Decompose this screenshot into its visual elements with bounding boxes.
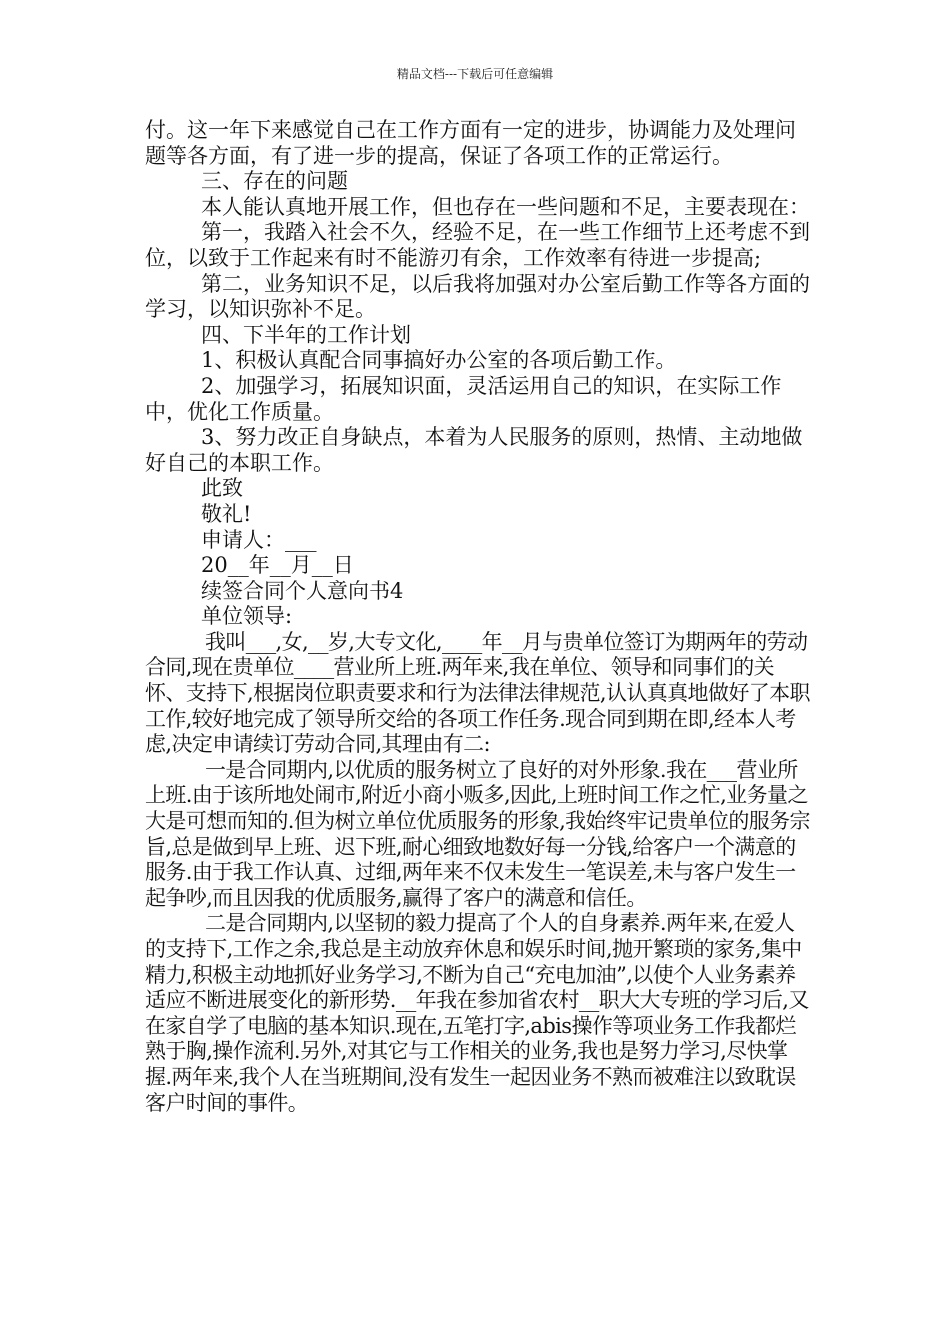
paragraph: 我叫___,女,__岁,大专文化,____年__月与贵单位签订为期两年的劳动合同,现在贵单位____营业所上班.两年来,我在单位、领导和同事们的关怀、支持下,根据岗位职责要求和行为法律法律规范,认认真真地做好了本职工作,较好地完成了领导所交给的各项工作任务.现合同到期在即,经本人考虑,决定申请续订劳动合同,其理由有二:: [145, 629, 810, 757]
applicant-line: 申请人：___: [201, 527, 317, 552]
paragraph: 二是合同期内,以坚韧的毅力提高了个人的自身素养.两年来,在爱人的支持下,工作之余,我总是主动放弃休息和娱乐时间,抛开繁琐的家务,集中精力,积极主动地抓好业务学习,不断为自己“充电加油”,以使个人业务素养适应不断进展变化的新形势.__年我在参加省农村__职大大专班的学习后,又在家自学了电脑的基本知识.现在,五笔打字,abis操作等项业务工作我都烂熟于胸,操作流利.另外,对其它与工作相关的业务,我也是努力学习,尽快掌握.两年来,我个人在当班期间,没有发生一起因业务不熟而被难注以致耽误客户时间的事件。: [145, 911, 809, 1115]
paragraph: 第二，业务知识不足，以后我将加强对办公室后勤工作等各方面的学习，以知识弥补不足。: [145, 271, 810, 322]
list-item: 2、加强学习，拓展知识面，灵活运用自己的知识，在实际工作中，优化工作质量。: [145, 373, 782, 424]
list-item: 3、努力改正自身缺点，本着为人民服务的原则，热情、主动地做好自己的本职工作。: [145, 425, 803, 475]
section-heading: 四、下半年的工作计划: [201, 322, 411, 347]
document-title: 续签合同个人意向书4: [201, 578, 404, 603]
salutation: 敬礼!: [201, 501, 252, 526]
paragraph: 一是合同期内,以优质的服务树立了良好的对外形象.我在___营业所上班.由于该所地处闹市,附近小商小贩多,因此,上班时间工作之忙,业务量之大是可想而知的.但为树立单位优质服务的形象,我始终牢记贵单位的服务宗旨,总是做到早上班、迟下班,耐心细致地数好每一分钱,给客户一个满意的服务.由于我工作认真、过细,两年来不仅未发生一笔误差,未与客户发生一起争吵,而且因我的优质服务,赢得了客户的满意和信任。: [145, 757, 810, 910]
date-line: 20__年__月__日: [201, 553, 354, 578]
addressee: 单位领导:: [201, 604, 293, 629]
list-item: 1、积极认真配合同事搞好办公室的各项后勤工作。: [201, 348, 677, 373]
paragraph: 本人能认真地开展工作，但也存在一些问题和不足，主要表现在：: [201, 194, 810, 219]
closing-line: 此致: [201, 476, 243, 501]
paragraph: 第一，我踏入社会不久，经验不足，在一些工作细节上还考虑不到位，以致于工作起来有时不能游刃有余，工作效率有待进一步提高;: [145, 220, 810, 270]
page-header: 精品文档---下载后可任意编辑: [396, 67, 554, 81]
paragraph: 付。这一年下来感觉自己在工作方面有一定的进步，协调能力及处理问题等各方面，有了进一步的提高，保证了各项工作的正常运行。: [145, 118, 796, 168]
document-body: [145, 118, 810, 1116]
section-heading: 三、存在的问题: [201, 169, 348, 194]
